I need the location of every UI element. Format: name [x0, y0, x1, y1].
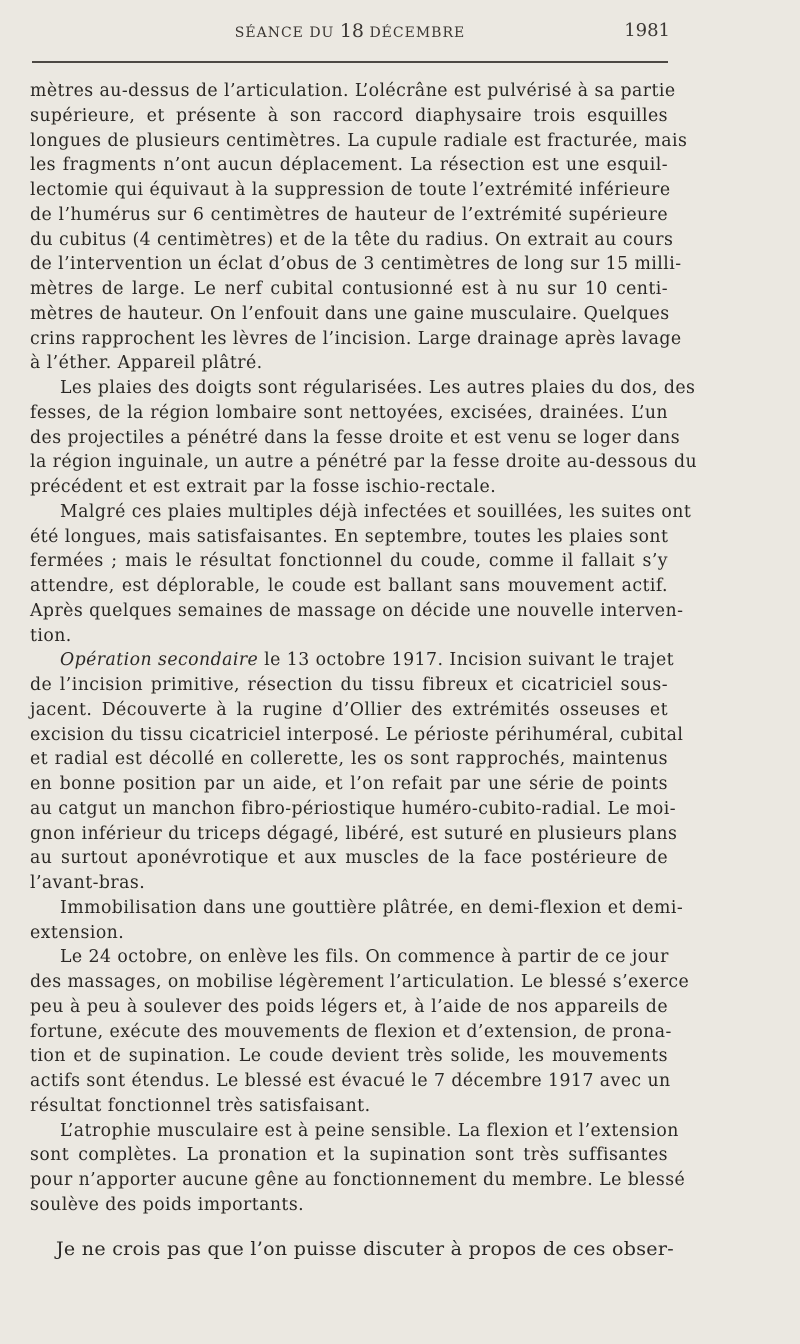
title-suffix: DÉCEMBRE	[364, 25, 466, 41]
text-line: lectomie qui équivaut à la suppression de toute l’extrémité inférieure	[30, 180, 671, 200]
text-line: précédent et est extrait par la fosse ischio-rectale.	[30, 477, 497, 497]
text-line: sont complètes. La pronation et la supination sont très suffisantes	[30, 1145, 668, 1166]
text-line: mètres de hauteur. On l’enfouit dans une gaine musculaire. Quelques	[30, 303, 670, 324]
text-line: soulève des poids importants.	[30, 1194, 305, 1215]
text-line: du cubitus (4 centimètres) et de la tête du radius. On extrait au cours	[30, 229, 674, 250]
text-line: Malgré ces plaies multiples déjà infectées et souillées, les suites ont	[60, 501, 692, 522]
text-line: des projectiles a pénétré dans la fesse droite et est venu se loger dans	[30, 427, 681, 448]
text-line: Les plaies des doigts sont régularisées. Les autres plaies du dos, des	[60, 378, 696, 398]
text-line: fortune, exécute des mouvements de flexion et d’extension, de prona-	[30, 1021, 672, 1042]
header-rule	[32, 61, 668, 63]
text-line: à l’éther. Appareil plâtré.	[30, 353, 263, 374]
body-text	[30, 79, 698, 1218]
text-line: fermées ; mais le résultat fonctionnel du coude, comme il fallait s’y	[30, 551, 668, 572]
running-head	[30, 20, 670, 44]
text-line: en bonne position par un aide, et l’on refait par une série de points	[30, 774, 668, 794]
italic-lead: Opération secondaire	[60, 650, 259, 671]
text-line: longues de plusieurs centimètres. La cupule radiale est fracturée, mais	[30, 130, 688, 151]
text-line: fesses, de la région lombaire sont nettoyées, excisées, drainées. L’un	[30, 402, 668, 423]
title-day: 18	[339, 20, 364, 42]
paragraph-4	[30, 648, 684, 896]
text-line: au surtout aponévrotique et aux muscles de la face postérieure de	[30, 848, 668, 869]
text-line: Après quelques semaines de massage on décide une nouvelle interven-	[30, 600, 684, 621]
paragraph-3	[30, 500, 692, 649]
text-line: attendre, est déplorable, le coude est ballant sans mouvement actif.	[30, 576, 668, 596]
page-number: 1981	[624, 20, 670, 41]
text-line: de l’humérus sur 6 centimètres de hauteur de l’extrémité supérieure	[30, 204, 668, 225]
text-line: et radial est décollé en collerette, les os sont rapprochés, maintenus	[30, 749, 668, 770]
text-line: résultat fonctionnel très satisfaisant.	[30, 1095, 371, 1116]
paragraph-5	[30, 896, 684, 946]
text-line: pour n’apporter aucune gêne au fonctionnement du membre. Le blessé	[30, 1170, 686, 1190]
text-line: des massages, on mobilise légèrement l’articulation. Le blessé s’exerce	[30, 972, 690, 992]
text-line: actifs sont étendus. Le blessé est évacué le 7 décembre 1917 avec un	[30, 1071, 671, 1091]
text-line: mètres au-dessus de l’articulation. L’olécrâne est pulvérisé à sa partie	[30, 81, 676, 101]
text-line: mètres de large. Le nerf cubital contusionné est à nu sur 10 centi-	[30, 279, 668, 299]
closing-line: Je ne crois pas que l’on puisse discuter à propos de ces obser-	[56, 1238, 674, 1260]
text-line: l’avant-bras.	[30, 873, 146, 893]
text-line: Immobilisation dans une gouttière plâtrée, en demi-flexion et demi-	[60, 897, 684, 918]
text-line: Le 24 octobre, on enlève les fils. On commence à partir de ce jour	[60, 947, 669, 968]
text-line: de l’intervention un éclat d’obus de 3 centimètres de long sur 15 milli-	[30, 254, 682, 275]
text-line: gnon inférieur du triceps dégagé, libéré, est suturé en plusieurs plans	[30, 823, 678, 844]
text-line	[30, 648, 675, 673]
text-line: tion et de supination. Le coude devient très solide, les mouvements	[30, 1046, 668, 1067]
text-line: de l’incision primitive, résection du tissu fibreux et cicatriciel sous-	[30, 675, 668, 695]
text-line: jacent. Découverte à la rugine d’Ollier des extrémités osseuses et	[30, 699, 668, 720]
text-line: les fragments n’ont aucun déplacement. La résection est une esquil-	[30, 155, 668, 176]
text-line: été longues, mais satisfaisantes. En septembre, toutes les plaies sont	[30, 526, 669, 547]
text-line: crins rapprochent les lèvres de l’incision. Large drainage après lavage	[30, 328, 682, 349]
text-line: extension.	[30, 922, 125, 943]
lead-rest: le 13 octobre 1917. Incision suivant le trajet	[258, 650, 675, 671]
paragraph-1	[30, 79, 688, 376]
paragraph-6	[30, 945, 690, 1118]
title-prefix: SÉANCE DU	[234, 25, 340, 41]
text-line: tion.	[30, 625, 72, 646]
text-line: excision du tissu cicatriciel interposé. Le périoste périhuméral, cubital	[30, 724, 684, 745]
text-line: supérieure, et présente à son raccord diaphysaire trois esquilles	[30, 105, 668, 126]
paragraph-2	[30, 376, 698, 500]
text-line: la région inguinale, un autre a pénétré par la fesse droite au-dessous du	[30, 452, 698, 473]
text-line: peu à peu à soulever des poids légers et, à l’aide de nos appareils de	[30, 996, 668, 1017]
running-head-title	[30, 20, 670, 42]
paragraph-7	[30, 1119, 686, 1218]
text-line: L’atrophie musculaire est à peine sensible. La flexion et l’extension	[60, 1120, 679, 1141]
text-line: au catgut un manchon fibro-périostique huméro-cubito-radial. Le moi-	[30, 798, 676, 819]
